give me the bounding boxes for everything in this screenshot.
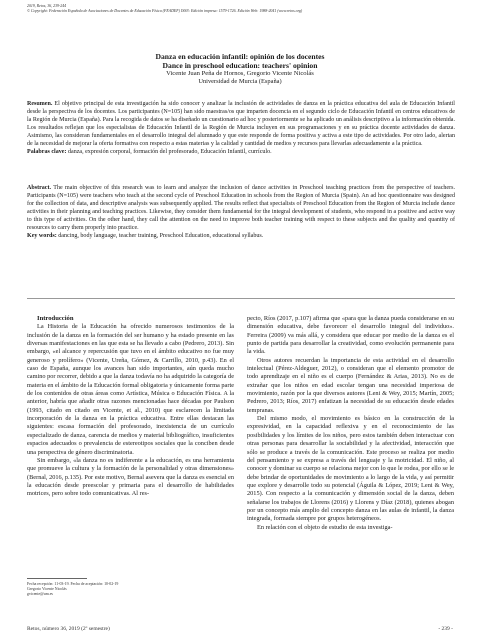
footnote-divider bbox=[27, 578, 87, 579]
resumen-label: Resumen. bbox=[27, 101, 53, 107]
article-title-spanish: Danza en educación infantil: opinión de los docentes bbox=[155, 52, 325, 61]
body-paragraph: La Historia de la Educación ha ofrecido numerosos testimonios de la inclusión de la danza en la formación del ser humano y ha estado presente en las diversas manifestaciones en las que esta se ha llevado a cabo (Pedrero, 2013). Sin embargo, «el alcance y repercusión que tuvo en el ámbito educativo no fue muy generoso y prolífero» (Vicente, Ureña, Gómez, & Carrillo, 2010, p.43). En el caso de España, aunque los avances han sido importantes, aún queda mucho camino por recorrer, debido a que la danza todavía no ha adquirido la categoría de materia en el ámbito de la Educación formal obligatoria y únicamente forma parte de los contenidos de otras áreas como Artística, Música o Educación Física. A la anterior, habría que añadir otras razones mencionadas hace décadas por Paulson (1993, citado en citado en Vicente, et al., 2010) que esclarecen la limitada incorporación de la danza en la práctica educativa. Entre ellas destacan las siguientes: escasa formación del profesorado, inexistencia de un currículo especializado de danza, carencia de medios y material bibliográfico, insuficientes espacios adecuados o prevalencia de estereotipos sociales que la conciben desde una perspectiva de género discriminatoria. bbox=[27, 323, 234, 456]
footnote-email: gvicente@um.es bbox=[27, 592, 53, 596]
resumen-block bbox=[27, 100, 455, 156]
right-column bbox=[247, 315, 454, 532]
abstract-label: Abstract. bbox=[27, 185, 52, 191]
palabras-clave-label: Palabras clave: bbox=[27, 149, 67, 155]
article-authors: Vicente Juan Peña de Hornos, Gregorio Vicente Nicolás bbox=[166, 70, 314, 77]
body-paragraph: Otros autores recuerdan la importancia de esta actividad en el desarrollo intelectual (Pérez-Aldeguer, 2012), o consideran que el elemento promotor de todo aprendizaje en el niño es el cuerpo (Fernández & Arias, 2013). No es de extrañar que los niños en edad escolar tengan una necesidad imperiosa de movimiento, razón por la que diversos autores (Leni & Wey, 2015; Martín, 2005; Pedrero, 2013; Ríos, 2017) enfatizan la necesidad de su educación desde edades tempranas. bbox=[247, 356, 454, 414]
footnote-author-name: Gregorio Vicente Nicolás bbox=[27, 587, 67, 591]
abstract-text: The main objective of this research was to learn and analyze the inclusion of dance activities in Preschool teaching practices from the perspective of teachers. Participants (N=105) were teachers who teach at the second cycle of Preschool Education in schools from the Region of Murcia (Spain). An ad hoc questionnaire was designed for the collection of data, and descriptive analysis was subsequently applied. The results reflect that specialists of Preschool Education from the Region of Murcia include dance activities in their planning and teaching practices. Likewise, they consider them fundamental for the integral development of students, who respond in a positive and active way to this type of activities. On the other hand, they call the attention on the need to improve both teacher training with respect to these subjects and the quality and quantity of resources to carry them properly into practice. bbox=[27, 185, 455, 231]
abstract-block bbox=[27, 184, 455, 240]
title-block bbox=[40, 52, 440, 86]
author-affiliation: Universidad de Murcia (España) bbox=[198, 78, 282, 85]
footnote bbox=[27, 582, 234, 597]
journal-header bbox=[27, 4, 467, 14]
palabras-clave-text: danza, expresión corporal, formación del profesorado, Educación Infantil, currículo. bbox=[66, 149, 272, 155]
body-paragraph: pecto, Ríos (2017, p.107) afirma que «para que la danza pueda considerarse en su dimensión educativa, debe favorecer el desarrollo integral del individuo». Ferreira (2009) va más allá, y considera que educar por medio de la danza es el punto de partida para desarrollar la creatividad, como evolución permanente para la vida. bbox=[247, 315, 454, 356]
keywords-text: dancing, body language, teacher training, Preschool Education, educational syllabus. bbox=[56, 233, 264, 239]
body-paragraph: Del mismo modo, el movimiento es básico en la construcción de la expresividad, en la capacidad reflexiva y en el reconocimiento de las posibilidades y los límites de los niños, pero estos también deben interactuar con otras personas para desarrollar la sociabilidad y la afectividad, interacción que sólo se produce a través de la comunicación. Este proceso se realiza por medio del pensamiento y se expresa a través del lenguaje y la motricidad. El niño, al conocer y dominar su cuerpo se relaciona mejor con lo que le rodea, por ello se le debe brindar de oportunidades de movimiento a lo largo de la vida, y así permitir que explore y desarrolle todo su potencial (Águila & López, 2019; Leni & Wey, 2015). Con respecto a la comunicación y dimensión social de la danza, deben señalarse los trabajos de Llorens (2016) y Llorens y Díaz (2018), quienes abogan por un concepto más amplio del concepto danza en las aulas de infantil, la danza integrada, formada siempre por grupos heterogéneos. bbox=[247, 415, 454, 523]
footer-journal-issue: Retos, número 36, 2019 (2º semestre) bbox=[27, 626, 110, 632]
section-heading-introduccion: Introducción bbox=[37, 315, 74, 322]
body-paragraph: En relación con el objeto de estudio de esta investiga- bbox=[257, 523, 393, 531]
journal-copyright: © Copyright: Federación Española de Asociaciones de Docentes de Educación Física (FEADEF) ISSN: Edición impresa: 1579-1726. Edición Web: 1988-2041 (www.retos.org) bbox=[27, 9, 303, 13]
left-column bbox=[27, 315, 234, 499]
keywords-label: Key words: bbox=[27, 233, 57, 239]
section-divider bbox=[27, 298, 455, 299]
footnote-dates: Fecha recepción: 11-03-19. Fecha de aceptación: 10-02-19 bbox=[27, 582, 119, 586]
article-title-english: Dance in preschool education: teachers' opinion bbox=[162, 61, 318, 70]
resumen-text: El objetivo principal de esta investigación ha sido conocer y analizar la inclusión de actividades de danza en la práctica educativa del aula de Educación Infantil desde la perspectiva de los docentes. Los participantes (N=105) han sido maestras/os que imparten docencia en el segundo ciclo de Educación Infantil en centros educativos de la Región de Murcia (España). Para la recogida de datos se ha diseñado un cuestionario ad hoc y posteriormente se ha aplicado un análisis descriptivo a la información obtenida. Los resultados reflejan que los especialistas de Educación Infantil de la Región de Murcia incluyen en sus programaciones y en su práctica docente actividades de danza. Asimismo, las consideran fundamentales en el desarrollo integral del alumnado y que este responde de forma positiva y activa a este tipo de actividades. Por otro lado, alertan de la necesidad de mejorar la oferta formativa con respecto a estas materias y la calidad y cantidad de medios y recursos para llevarlas adecuadamente a la práctica. bbox=[27, 101, 455, 147]
body-paragraph: Sin embargo, «la danza no es indiferente a la educación, es una herramienta que promueve la cultura y la formación de la personalidad y otras dimensiones» (Bernal, 2016, p.135). Por este motivo, Bernal asevera que la danza es esencial en la educación desde preescolar y primaria para el desarrollo de habilidades motrices, pero sobre todo comunicativas. Al res- bbox=[27, 456, 234, 498]
journal-citation: 2019, Retos, 36, 239-244 bbox=[27, 4, 67, 8]
page-number: - 239 - bbox=[438, 626, 453, 632]
